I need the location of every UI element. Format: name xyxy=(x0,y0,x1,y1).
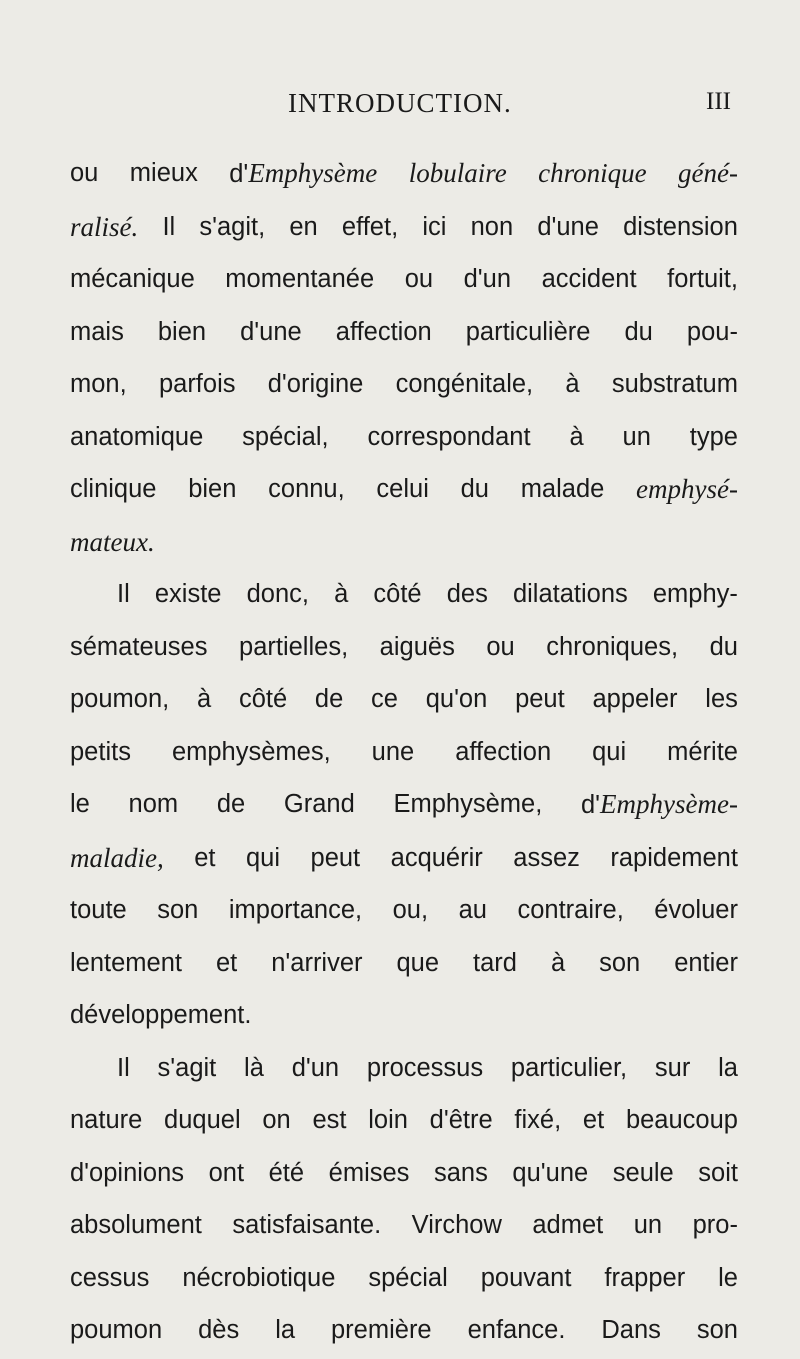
word: en xyxy=(289,212,318,241)
italic-word: chronique xyxy=(538,158,647,188)
word: et xyxy=(582,1106,605,1134)
text-line xyxy=(70,726,738,779)
text-line xyxy=(70,989,738,1042)
word: connu, xyxy=(268,475,345,503)
word-group xyxy=(581,778,738,832)
word: de xyxy=(314,685,344,713)
word: dilatations xyxy=(512,580,628,608)
word: frapper xyxy=(604,1263,686,1292)
word: ou, xyxy=(392,896,429,924)
word: qui xyxy=(592,737,627,766)
word: sans xyxy=(433,1158,488,1187)
word: fortuit, xyxy=(667,265,738,293)
word: poumon xyxy=(70,1316,163,1344)
word: affection xyxy=(335,317,432,346)
word: du xyxy=(624,317,653,346)
word: assez xyxy=(513,843,580,872)
word: loin xyxy=(368,1106,408,1134)
word: clinique xyxy=(70,475,157,503)
word: pouvant xyxy=(480,1263,572,1292)
word: Il xyxy=(117,580,130,608)
word: développement. xyxy=(70,1001,252,1029)
word: sémateuses xyxy=(70,632,208,661)
word: le xyxy=(70,790,90,818)
word: d'un xyxy=(291,1053,340,1082)
word: et xyxy=(194,843,216,872)
word: aiguës xyxy=(379,632,455,661)
word: Virchow xyxy=(411,1211,502,1239)
word: entier xyxy=(674,948,738,977)
word: été xyxy=(268,1158,305,1187)
word: la xyxy=(718,1053,738,1082)
word: chroniques, xyxy=(546,632,679,661)
word: existe xyxy=(154,580,222,608)
word: pro- xyxy=(692,1211,738,1239)
word: substratum xyxy=(611,370,738,398)
word: lentement xyxy=(70,948,182,977)
word: et xyxy=(215,948,238,977)
word: peut xyxy=(515,685,565,713)
word: pou- xyxy=(686,317,738,346)
word: mérite xyxy=(667,737,738,766)
word: d'un xyxy=(463,265,512,293)
word: seule xyxy=(612,1158,674,1187)
word: mieux xyxy=(129,159,198,187)
word: appeler xyxy=(592,685,678,713)
word: cessus xyxy=(70,1263,150,1292)
word: à xyxy=(334,580,349,608)
word: là xyxy=(244,1053,264,1082)
text-line xyxy=(70,1094,738,1147)
text-line xyxy=(70,1304,738,1357)
word: émises xyxy=(328,1158,410,1187)
word: type xyxy=(689,422,738,451)
text-line xyxy=(70,1147,738,1200)
word: celui xyxy=(376,475,429,503)
word: soit xyxy=(698,1158,738,1187)
italic-word: Emphysème- xyxy=(600,789,738,819)
word: particulière xyxy=(465,317,591,346)
word: donc, xyxy=(246,580,309,608)
word: acquérir xyxy=(390,843,483,872)
word: des xyxy=(446,580,488,608)
word: Il xyxy=(162,212,176,241)
word: bien xyxy=(188,475,237,503)
word: on xyxy=(262,1106,291,1134)
word: d'opinions xyxy=(70,1158,185,1187)
text-line xyxy=(70,1252,738,1305)
text-line xyxy=(70,1199,738,1252)
word: petits xyxy=(70,737,131,766)
text-line xyxy=(70,463,738,516)
text-line xyxy=(70,201,738,254)
word: ce xyxy=(371,685,398,713)
word: côté xyxy=(373,580,422,608)
word: mécanique xyxy=(70,265,195,293)
word: du xyxy=(460,475,489,503)
word: évoluer xyxy=(654,896,738,924)
word: de xyxy=(216,790,246,818)
word: mais xyxy=(70,317,124,346)
italic-word: Emphysème xyxy=(248,158,378,188)
text-line xyxy=(70,1042,738,1095)
word: particulier, xyxy=(510,1053,628,1082)
text-line xyxy=(70,306,738,359)
text-line xyxy=(70,568,738,621)
word: bien xyxy=(157,317,207,346)
italic-word: géné- xyxy=(678,158,738,188)
italic-word: emphysé- xyxy=(636,474,738,504)
word: correspondant xyxy=(367,422,531,451)
text-line xyxy=(70,937,738,990)
word: importance, xyxy=(228,896,363,924)
word: qu'on xyxy=(425,685,488,713)
text-line xyxy=(70,411,738,464)
word: satisfaisante. xyxy=(232,1211,382,1239)
word: non xyxy=(470,212,514,241)
word: accident xyxy=(541,265,637,293)
word: Grand xyxy=(283,790,355,818)
word: spécial xyxy=(368,1263,448,1292)
text-line xyxy=(70,358,738,411)
body-text xyxy=(70,147,738,1357)
word: mon, xyxy=(70,370,127,398)
word: rapidement xyxy=(610,843,738,872)
word: que xyxy=(396,948,440,977)
word: duquel xyxy=(164,1106,241,1134)
word: s'agit, xyxy=(199,212,266,241)
word: son xyxy=(157,896,199,924)
italic-word: maladie, xyxy=(70,842,164,873)
word: à xyxy=(565,370,580,398)
word: une xyxy=(371,737,415,766)
word: un xyxy=(622,422,651,451)
word: contraire, xyxy=(517,896,624,924)
word: spécial, xyxy=(242,422,329,451)
text-line xyxy=(70,621,738,674)
word: distension xyxy=(623,212,738,241)
word: Il xyxy=(117,1053,130,1082)
word: est xyxy=(312,1106,347,1134)
word: d' xyxy=(580,791,601,819)
word: partielles, xyxy=(239,632,349,661)
word: affection xyxy=(455,737,552,766)
word: emphysèmes, xyxy=(171,737,331,766)
word: la xyxy=(275,1316,296,1344)
word: nécrobiotique xyxy=(182,1263,336,1292)
text-line xyxy=(70,832,738,885)
word: anatomique xyxy=(70,422,204,451)
word: le xyxy=(718,1263,738,1292)
word: son xyxy=(696,1316,738,1344)
running-head xyxy=(0,88,800,128)
text-line xyxy=(70,778,738,832)
word: absolument xyxy=(70,1211,202,1239)
word: qu'une xyxy=(512,1158,589,1187)
word: au xyxy=(458,896,487,924)
word: ou xyxy=(404,265,434,293)
word: son xyxy=(599,948,641,977)
word: toute xyxy=(70,896,127,924)
word: parfois xyxy=(158,370,236,398)
word: ici xyxy=(422,212,447,241)
text-line xyxy=(70,516,738,569)
italic-word: ralisé. xyxy=(70,211,139,242)
word: peut xyxy=(310,843,361,872)
word: à xyxy=(550,948,566,977)
word: momentanée xyxy=(225,265,375,293)
word: qui xyxy=(246,843,281,872)
word: d'origine xyxy=(267,370,364,398)
word: fixé, xyxy=(514,1106,562,1134)
word: première xyxy=(331,1316,432,1344)
word: ou xyxy=(486,632,515,661)
word: nom xyxy=(128,790,179,818)
word: n'arriver xyxy=(271,948,363,977)
word: processus xyxy=(366,1053,484,1082)
word: beaucoup xyxy=(625,1106,738,1134)
word: à xyxy=(569,422,584,451)
word: côté xyxy=(238,685,288,713)
italic-word: mateux. xyxy=(70,526,155,557)
running-head-title: INTRODUCTION. xyxy=(288,88,512,118)
word: d' xyxy=(229,160,249,188)
word: à xyxy=(197,685,212,713)
word: malade xyxy=(520,475,605,503)
word: Emphysème, xyxy=(393,790,543,818)
word: du xyxy=(709,632,738,661)
word: ou xyxy=(70,159,99,187)
word: d'une xyxy=(537,212,599,241)
word: admet xyxy=(532,1211,604,1239)
word-group xyxy=(229,147,377,201)
word: tard xyxy=(473,948,517,977)
word: congénitale, xyxy=(395,370,534,398)
word: ont xyxy=(208,1158,245,1187)
word: nature xyxy=(70,1106,143,1134)
text-line xyxy=(70,884,738,937)
word: sur xyxy=(654,1053,691,1082)
word: d'être xyxy=(429,1106,493,1134)
word: s'agit xyxy=(157,1053,217,1082)
word: les xyxy=(705,685,738,713)
italic-word: lobulaire xyxy=(408,158,507,188)
page-number: III xyxy=(706,88,731,115)
word: dès xyxy=(198,1316,240,1344)
text-line xyxy=(70,253,738,306)
word: enfance. xyxy=(467,1316,566,1344)
word: un xyxy=(633,1211,663,1239)
word: poumon, xyxy=(70,685,170,713)
word: d'une xyxy=(240,317,302,346)
word: Dans xyxy=(601,1316,661,1344)
text-line xyxy=(70,673,738,726)
text-line xyxy=(70,147,738,201)
word: effet, xyxy=(341,212,399,241)
word: emphy- xyxy=(652,580,738,608)
